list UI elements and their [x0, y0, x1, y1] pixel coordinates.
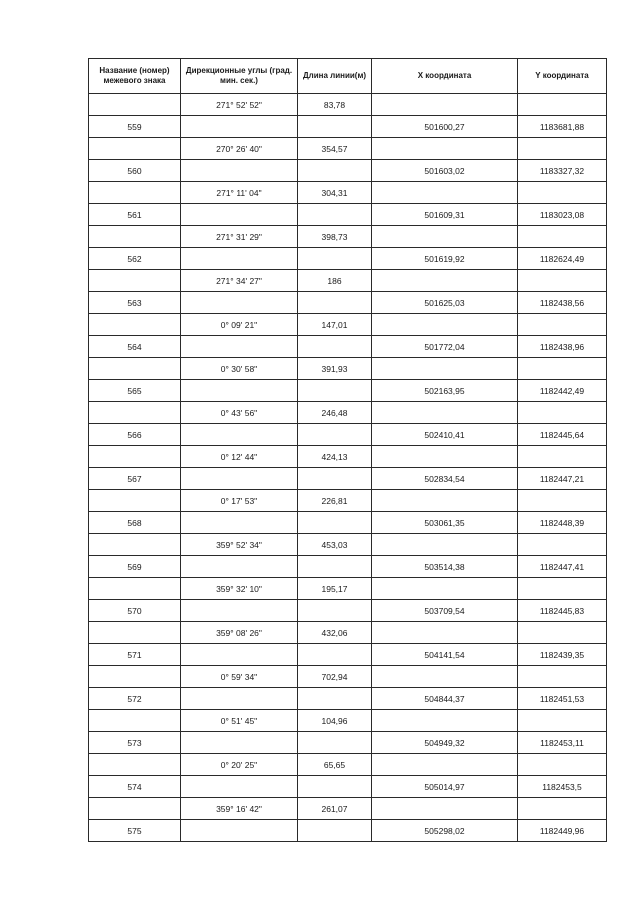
table-row: [89, 226, 607, 248]
cell-name: 574: [89, 776, 181, 798]
cell-angle: [181, 160, 298, 182]
cell-x: [372, 270, 518, 292]
cell-angle: [181, 380, 298, 402]
table-row: [89, 336, 607, 358]
cell-angle: 271° 31' 29": [181, 226, 298, 248]
cell-length: 186: [298, 270, 372, 292]
cell-length: 104,96: [298, 710, 372, 732]
table-row: [89, 292, 607, 314]
cell-length: 453,03: [298, 534, 372, 556]
cell-x: 503061,35: [372, 512, 518, 534]
cell-y: 1183327,32: [518, 160, 607, 182]
cell-y: [518, 446, 607, 468]
table-row: [89, 820, 607, 842]
cell-length: [298, 248, 372, 270]
cell-y: 1182453,11: [518, 732, 607, 754]
cell-y: 1182624,49: [518, 248, 607, 270]
cell-length: [298, 600, 372, 622]
cell-name: [89, 710, 181, 732]
cell-length: [298, 820, 372, 842]
cell-angle: [181, 556, 298, 578]
cell-x: [372, 754, 518, 776]
cell-name: 561: [89, 204, 181, 226]
cell-x: 501625,03: [372, 292, 518, 314]
header-angle: Дирекционные углы (град. мин. сек.): [181, 59, 298, 94]
cell-length: 261,07: [298, 798, 372, 820]
cell-length: [298, 380, 372, 402]
cell-y: [518, 402, 607, 424]
cell-x: 502410,41: [372, 424, 518, 446]
cell-name: [89, 226, 181, 248]
table-row: [89, 424, 607, 446]
cell-angle: 0° 30' 58": [181, 358, 298, 380]
table-row: [89, 754, 607, 776]
boundary-coordinates-table: [88, 58, 607, 842]
table-row: [89, 116, 607, 138]
cell-angle: 0° 51' 45": [181, 710, 298, 732]
cell-length: [298, 732, 372, 754]
cell-y: 1182451,53: [518, 688, 607, 710]
table-body: [89, 94, 607, 842]
cell-x: [372, 798, 518, 820]
cell-x: 505298,02: [372, 820, 518, 842]
cell-y: 1182442,49: [518, 380, 607, 402]
table-row: [89, 138, 607, 160]
cell-angle: [181, 732, 298, 754]
cell-name: 562: [89, 248, 181, 270]
cell-x: [372, 710, 518, 732]
cell-name: 567: [89, 468, 181, 490]
cell-length: [298, 292, 372, 314]
cell-name: 565: [89, 380, 181, 402]
cell-y: 1182439,35: [518, 644, 607, 666]
table-header-row: [89, 59, 607, 94]
header-name: Название (номер) межевого знака: [89, 59, 181, 94]
cell-length: [298, 776, 372, 798]
cell-length: 246,48: [298, 402, 372, 424]
cell-x: [372, 622, 518, 644]
table-row: [89, 402, 607, 424]
cell-length: 65,65: [298, 754, 372, 776]
cell-length: [298, 512, 372, 534]
cell-length: [298, 644, 372, 666]
cell-name: [89, 622, 181, 644]
table-row: [89, 534, 607, 556]
cell-angle: 271° 34' 27": [181, 270, 298, 292]
table-row: [89, 600, 607, 622]
cell-y: 1183681,88: [518, 116, 607, 138]
cell-name: 559: [89, 116, 181, 138]
cell-x: 501603,02: [372, 160, 518, 182]
table-row: [89, 578, 607, 600]
table-row: [89, 776, 607, 798]
cell-name: [89, 578, 181, 600]
header-length: Длина линии(м): [298, 59, 372, 94]
table-row: [89, 644, 607, 666]
cell-y: [518, 314, 607, 336]
cell-y: [518, 622, 607, 644]
table-row: [89, 248, 607, 270]
cell-y: [518, 578, 607, 600]
cell-y: [518, 798, 607, 820]
table-row: [89, 710, 607, 732]
table-row: [89, 512, 607, 534]
cell-name: 564: [89, 336, 181, 358]
cell-y: 1183023,08: [518, 204, 607, 226]
cell-y: [518, 358, 607, 380]
cell-angle: 0° 59' 34": [181, 666, 298, 688]
cell-x: 505014,97: [372, 776, 518, 798]
table-row: [89, 446, 607, 468]
cell-x: [372, 314, 518, 336]
cell-angle: [181, 424, 298, 446]
cell-name: [89, 402, 181, 424]
cell-angle: [181, 600, 298, 622]
cell-x: 502834,54: [372, 468, 518, 490]
cell-length: [298, 160, 372, 182]
cell-angle: [181, 688, 298, 710]
cell-length: [298, 116, 372, 138]
cell-y: 1182449,96: [518, 820, 607, 842]
cell-x: [372, 402, 518, 424]
cell-name: [89, 94, 181, 116]
cell-y: 1182445,83: [518, 600, 607, 622]
cell-x: 501619,92: [372, 248, 518, 270]
cell-length: 354,57: [298, 138, 372, 160]
cell-name: [89, 358, 181, 380]
cell-y: [518, 534, 607, 556]
cell-length: 147,01: [298, 314, 372, 336]
table-row: [89, 798, 607, 820]
cell-angle: 0° 12' 44": [181, 446, 298, 468]
cell-x: [372, 226, 518, 248]
cell-angle: [181, 248, 298, 270]
cell-name: 575: [89, 820, 181, 842]
cell-name: 566: [89, 424, 181, 446]
cell-angle: 271° 11' 04": [181, 182, 298, 204]
cell-y: [518, 226, 607, 248]
cell-x: 504141,54: [372, 644, 518, 666]
cell-x: [372, 138, 518, 160]
cell-name: 568: [89, 512, 181, 534]
cell-length: 424,13: [298, 446, 372, 468]
table-row: [89, 688, 607, 710]
cell-angle: [181, 468, 298, 490]
cell-angle: [181, 644, 298, 666]
cell-angle: 271° 52' 52": [181, 94, 298, 116]
cell-name: 572: [89, 688, 181, 710]
cell-x: [372, 534, 518, 556]
cell-name: [89, 798, 181, 820]
header-x: X координата: [372, 59, 518, 94]
cell-x: 502163,95: [372, 380, 518, 402]
table-row: [89, 490, 607, 512]
cell-length: 398,73: [298, 226, 372, 248]
cell-length: [298, 336, 372, 358]
cell-length: [298, 556, 372, 578]
cell-angle: 0° 20' 25": [181, 754, 298, 776]
cell-y: [518, 754, 607, 776]
cell-angle: 359° 08' 26": [181, 622, 298, 644]
cell-length: [298, 204, 372, 226]
cell-length: [298, 424, 372, 446]
cell-angle: [181, 204, 298, 226]
cell-name: [89, 666, 181, 688]
cell-y: 1182438,56: [518, 292, 607, 314]
cell-name: 573: [89, 732, 181, 754]
cell-length: 304,31: [298, 182, 372, 204]
cell-angle: 359° 32' 10": [181, 578, 298, 600]
cell-name: [89, 182, 181, 204]
cell-x: [372, 182, 518, 204]
cell-angle: [181, 820, 298, 842]
cell-x: 504949,32: [372, 732, 518, 754]
table-row: [89, 666, 607, 688]
cell-x: [372, 490, 518, 512]
cell-y: 1182447,41: [518, 556, 607, 578]
cell-length: [298, 468, 372, 490]
cell-x: [372, 94, 518, 116]
cell-angle: 0° 09' 21": [181, 314, 298, 336]
cell-name: [89, 754, 181, 776]
cell-length: 83,78: [298, 94, 372, 116]
cell-y: [518, 94, 607, 116]
table-row: [89, 358, 607, 380]
cell-y: 1182438,96: [518, 336, 607, 358]
cell-y: [518, 138, 607, 160]
cell-length: 195,17: [298, 578, 372, 600]
cell-y: [518, 182, 607, 204]
table-row: [89, 622, 607, 644]
cell-name: [89, 446, 181, 468]
cell-x: 503514,38: [372, 556, 518, 578]
table-row: [89, 468, 607, 490]
cell-name: [89, 138, 181, 160]
cell-x: [372, 666, 518, 688]
cell-y: 1182445,64: [518, 424, 607, 446]
cell-length: 702,94: [298, 666, 372, 688]
table-row: [89, 314, 607, 336]
table-row: [89, 556, 607, 578]
cell-length: 226,81: [298, 490, 372, 512]
cell-length: 391,93: [298, 358, 372, 380]
table-row: [89, 732, 607, 754]
cell-angle: [181, 116, 298, 138]
table-row: [89, 270, 607, 292]
table-row: [89, 380, 607, 402]
table-row: [89, 182, 607, 204]
cell-x: 503709,54: [372, 600, 518, 622]
cell-y: [518, 270, 607, 292]
cell-name: 571: [89, 644, 181, 666]
cell-y: [518, 666, 607, 688]
cell-angle: [181, 512, 298, 534]
cell-x: 501600,27: [372, 116, 518, 138]
cell-angle: [181, 776, 298, 798]
cell-name: 563: [89, 292, 181, 314]
cell-x: 501772,04: [372, 336, 518, 358]
cell-angle: 270° 26' 40": [181, 138, 298, 160]
cell-x: [372, 358, 518, 380]
cell-y: 1182448,39: [518, 512, 607, 534]
cell-length: [298, 688, 372, 710]
table-row: [89, 204, 607, 226]
cell-name: [89, 534, 181, 556]
cell-angle: 0° 43' 56": [181, 402, 298, 424]
cell-name: 560: [89, 160, 181, 182]
cell-angle: 0° 17' 53": [181, 490, 298, 512]
cell-name: [89, 314, 181, 336]
cell-y: 1182453,5: [518, 776, 607, 798]
cell-name: 569: [89, 556, 181, 578]
cell-name: [89, 490, 181, 512]
cell-y: [518, 490, 607, 512]
cell-x: [372, 446, 518, 468]
cell-name: [89, 270, 181, 292]
cell-x: 501609,31: [372, 204, 518, 226]
cell-angle: [181, 292, 298, 314]
header-y: Y координата: [518, 59, 607, 94]
cell-y: 1182447,21: [518, 468, 607, 490]
table-row: [89, 160, 607, 182]
cell-angle: 359° 16' 42": [181, 798, 298, 820]
cell-angle: 359° 52' 34": [181, 534, 298, 556]
cell-x: [372, 578, 518, 600]
cell-length: 432,06: [298, 622, 372, 644]
cell-y: [518, 710, 607, 732]
cell-angle: [181, 336, 298, 358]
cell-x: 504844,37: [372, 688, 518, 710]
table-row: [89, 94, 607, 116]
cell-name: 570: [89, 600, 181, 622]
